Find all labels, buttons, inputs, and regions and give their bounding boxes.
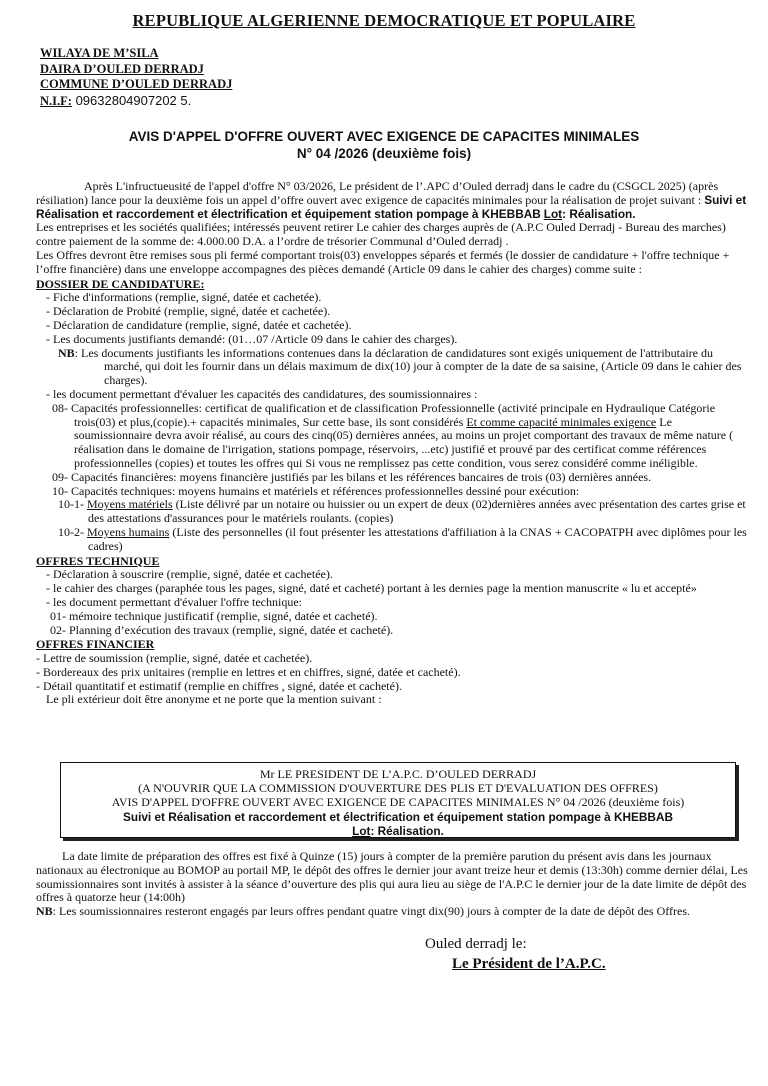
- item-10: 10- Capacités techniques: moyens humains et matériels et références professionnelles dessiné pour exécution:: [52, 483, 580, 498]
- box-lot-label: Lot: [352, 823, 371, 838]
- submission-paragraph: Les Offres devront être remises sous pli fermé comportant trois(03) enveloppes séparés et fermés (le dossier de candidature + l'offre technique + l’offre financière) dans une enveloppe accompagnes des pièces demandé (Article 09 dans le cahier des charges) comme suite :: [36, 247, 730, 276]
- technique-item: - le cahier des charges (paraphée tous les pages, signé, daté et cacheté) portant à les dernies page la mention manuscrite « lu et accepté»: [46, 581, 697, 596]
- financier-item: - Détail quantitatif et estimatif (remplie en chiffres , signé, datée et cacheté).: [36, 678, 402, 693]
- capacity-intro: - les document permettant d'évaluer les capacités des candidatures, des soumissionnaires :: [46, 386, 478, 401]
- footer-nb: [36, 905, 748, 919]
- retrieval-paragraph: Les entreprises et les sociétés qualifiées; intéressés peuvent retirer Le cahier des charges auprès de (A.P.C Ouled Derradj - Bureau des marches) contre paiement de la somme de: 4.000.00 D.A. a l’ordre de trésorier Communal d’Ouled derradj .: [36, 220, 726, 249]
- footer-nb-text: : Les soumissionnaires resteront engagés par leurs offres pendant quatre vingt dix(90) jours à compter de la date de dépôt des Offres.: [52, 904, 691, 919]
- technique-item: 01- mémoire technique justificatif (remplie, signé, datée et cacheté).: [50, 608, 378, 623]
- intro-paragraph: [36, 180, 748, 221]
- technique-item: 02- Planning d’exécution des travaux (remplie, signé, datée et cacheté).: [50, 622, 394, 637]
- nif-value: 09632804907202 5.: [71, 92, 192, 108]
- envelope-note: Le pli extérieur doit être anonyme et ne porte que la mention suivant :: [46, 692, 382, 707]
- technique-heading: OFFRES TECHNIQUE: [36, 553, 160, 568]
- financier-heading: OFFRES FINANCIER: [36, 637, 155, 652]
- item-09: 09- Capacités financières: moyens financière justifiés par les bilans et les références bancaires de trois (03) dernières années.: [52, 469, 652, 484]
- box-line2: (A N'OUVRIR QUE LA COMMISSION D'OUVERTURE DES PLIS ET D'EVALUATION DES OFFRES): [138, 781, 658, 796]
- notice-title-line1: AVIS D'APPEL D'OFFRE OUVERT AVEC EXIGENCE DE CAPACITES MINIMALES: [128, 129, 640, 144]
- deadline-paragraph: La date limite de préparation des offres est fixé à Quinze (15) jours à compter de la première parution du présent avis dans les journaux nationaux au électronique au BOMOP au portail MP, le dépôt des offres le dernier jour avant treize heur et demis (13:30h) comme dernier délai, Les soumissionnaires sont invités à assister à la séance d’ouverture des plis qui aura lieu au siège de l'A.P.C le dernier jour de la date limite de dépôt des offres à quatorze heur (14:00h): [36, 849, 748, 905]
- dossier-item: - Déclaration de candidature (remplie, signé, datée et cachetée).: [46, 317, 352, 332]
- item-08-text: 08- Capacités professionnelles: certificat de qualification et de classification Professionnelle (activité principale en Hydraulique Catégorie trois(03) et plus,(copie).+ capacités minimales, Sur cette base, ils sont considérés: [52, 400, 716, 429]
- item-08-underlined: Et comme capacité minimales exigence: [466, 414, 657, 429]
- item-10-2-underlined: Moyens humains: [87, 524, 170, 539]
- intro-text: Après L'infructueusité de l'appel d'offre N° 03/2026, Le président de l’.APC d’Ouled derradj dans le cadre du (CSGCL 2025) (après résiliation) lance pour la deuxième fois un appel d’offre ouvert avec exigence de capacités minimales pour la réalisation de projet suivant :: [36, 179, 719, 207]
- box-lot-value: : Réalisation.: [370, 823, 444, 838]
- republic-title: REPUBLIQUE ALGERIENNE DEMOCRATIQUE ET POPULAIRE: [132, 11, 636, 30]
- nif-line: [40, 93, 232, 110]
- signatory: Le Président de l’A.P.C.: [452, 956, 606, 972]
- nb-label: NB: [58, 345, 75, 360]
- dossier-heading: DOSSIER DE CANDIDATURE:: [36, 276, 205, 291]
- technique-item: - Déclaration à souscrire (remplie, signé, datée et cachetée).: [46, 567, 333, 582]
- item-10-2-label: 10-2-: [58, 524, 87, 539]
- place-date: Ouled derradj le:: [425, 936, 527, 952]
- item-08-text-b: Le soumissionnaire devra avoir réalisé, au cours des cinq(05) dernières années, au moins un projet comportant des travaux de même nature ( réalisation dans le domaine de l'irrigation, stations pompage, réservoirs, ...etc) justifié et prouvé par des certificat comme références professionnelles (copies) et toutes les offres qui Si vous ne remplissez pas cette condition, vous serez considéré comme inéligible.: [74, 414, 734, 470]
- deadline-section: [36, 850, 748, 919]
- box-line3: AVIS D'APPEL D'OFFRE OUVERT AVEC EXIGENCE DE CAPACITES MINIMALES N° 04 /2026 (deuxième fois): [111, 795, 685, 810]
- notice-body: [36, 180, 748, 707]
- notice-title: [0, 128, 768, 162]
- item-10-1-text: (Liste délivré par un notaire ou huissier ou un expert de deux (02)dernières années avec présentation des cartes grise et des attestations d'assurances pour le matériels roulants. (copies): [88, 497, 746, 526]
- dossier-item: - Les documents justifiants demandé: (01…07 /Article 09 dans le cahier des charges).: [46, 331, 458, 346]
- item-10-1-label: 10-1-: [58, 497, 87, 512]
- box-line1: Mr LE PRESIDENT DE L’A.P.C. D’OULED DERRADJ: [259, 767, 537, 781]
- commune-line: COMMUNE D’OULED DERRADJ: [40, 77, 233, 91]
- footer-nb-label: NB: [36, 904, 53, 919]
- dossier-item: - Déclaration de Probité (remplie, signé, datée et cachetée).: [46, 304, 331, 319]
- item-10-1: [36, 498, 748, 526]
- project-name: Suivi et Réalisation et raccordement et électrification et équipement station pompage à KHEBBAB: [36, 192, 747, 221]
- financier-item: - Lettre de soumission (remplie, signé, datée et cachetée).: [36, 651, 313, 666]
- box-lot: [61, 824, 735, 838]
- item-10-1-underlined: Moyens matériels: [87, 497, 173, 512]
- lot-label: Lot: [543, 206, 563, 221]
- admin-header: [40, 46, 232, 109]
- item-10-2: [36, 526, 748, 554]
- wilaya-line: WILAYA DE M’SILA: [40, 46, 159, 60]
- technique-item: - les document permettant d'évaluer l'offre technique:: [46, 594, 303, 609]
- item-10-2-text: (Liste des personnelles (il fout présenter les attestations d'affiliation à la CNAS + CACOPATPH avec diplômes pour les cadres): [88, 524, 747, 553]
- daira-line: DAIRA D’OULED DERRADJ: [40, 61, 204, 76]
- dossier-nb: [36, 347, 748, 388]
- notice-title-line2: N° 04 /2026 (deuxième fois): [296, 146, 472, 161]
- envelope-label-box: [60, 762, 736, 838]
- dossier-item: - Fiche d'informations (remplie, signé, datée et cachetée).: [46, 290, 322, 305]
- financier-item: - Bordereaux des prix unitaires (remplie en lettres et en chiffres, signé, datée et cacheté).: [36, 664, 461, 679]
- item-08: [36, 402, 748, 471]
- nb-text: : Les documents justifiants les informations contenues dans la déclaration de candidatures sont exigés uniquement de l'attributaire du marché, qui doit les fournir dans un délais maximum de dix(10) jour à compter de la date de sa saisine, (Article 09 dans le cahier des charges).: [74, 345, 742, 388]
- box-project: Suivi et Réalisation et raccordement et électrification et équipement station pompage à KHEBBAB: [123, 809, 673, 824]
- lot-value: : Réalisation.: [562, 206, 636, 221]
- nif-label: N.I.F:: [40, 93, 72, 108]
